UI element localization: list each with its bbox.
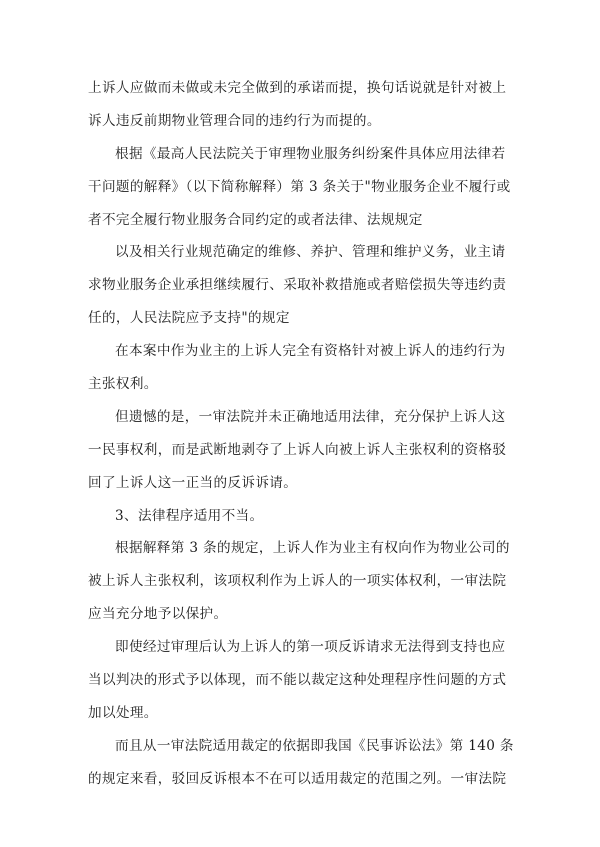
- text-line: 以及相关行业规范确定的维修、养护、管理和维护义务，业主请: [115, 244, 506, 261]
- text-line: 求物业服务企业承担继续履行、采取补救措施或者赔偿损失等违约责: [88, 277, 507, 294]
- text-line: 任的，人民法院应予支持"的规定: [88, 310, 290, 327]
- text-line: 应当充分地予以保护。: [88, 606, 228, 623]
- text-line: 在本案中作为业主的上诉人完全有资格针对被上诉人的违约行为: [115, 343, 506, 360]
- text-line: 回了上诉人这一正当的反诉诉请。: [88, 474, 298, 491]
- text-line: 根据解释第 3 条的规定，上诉人作为业主有权向作为物业公司的: [115, 540, 510, 557]
- text-line: 3、法律程序适用不当。: [115, 507, 264, 524]
- text-line: 而且从一审法院适用裁定的依据即我国《民事诉讼法》第 140 条: [115, 737, 514, 754]
- text-line: 即使经过审理后认为上诉人的第一项反诉请求无法得到支持也应: [115, 639, 506, 656]
- text-line: 但遗憾的是，一审法院并未正确地适用法律，充分保护上诉人这: [115, 408, 506, 425]
- text-line: 被上诉人主张权利，该项权利作为上诉人的一项实体权利，一审法院: [88, 573, 507, 590]
- text-line: 干问题的解释》（以下简称解释）第 3 条关于"物业服务企业不履行或: [88, 178, 511, 195]
- text-line: 诉人违反前期物业管理合同的违约行为而提的。: [88, 112, 381, 129]
- text-line: 根据《最高人民法院关于审理物业服务纠纷案件具体应用法律若: [115, 145, 506, 162]
- text-line: 当以判决的形式予以体现，而不能以裁定这种处理程序性问题的方式: [88, 672, 507, 689]
- text-line: 加以处理。: [88, 704, 158, 721]
- document-body: [88, 72, 516, 796]
- text-line: 主张权利。: [88, 376, 158, 393]
- text-line: 的规定来看，驳回反诉根本不在可以适用裁定的范围之列。一审法院: [88, 770, 507, 787]
- text-line: 者不完全履行物业服务合同约定的或者法律、法规规定: [88, 211, 423, 228]
- text-line: 上诉人应做而未做或未完全做到的承诺而提，换句话说就是针对被上: [88, 80, 507, 96]
- text-line: 一民事权利，而是武断地剥夺了上诉人向被上诉人主张权利的资格驳: [88, 441, 507, 458]
